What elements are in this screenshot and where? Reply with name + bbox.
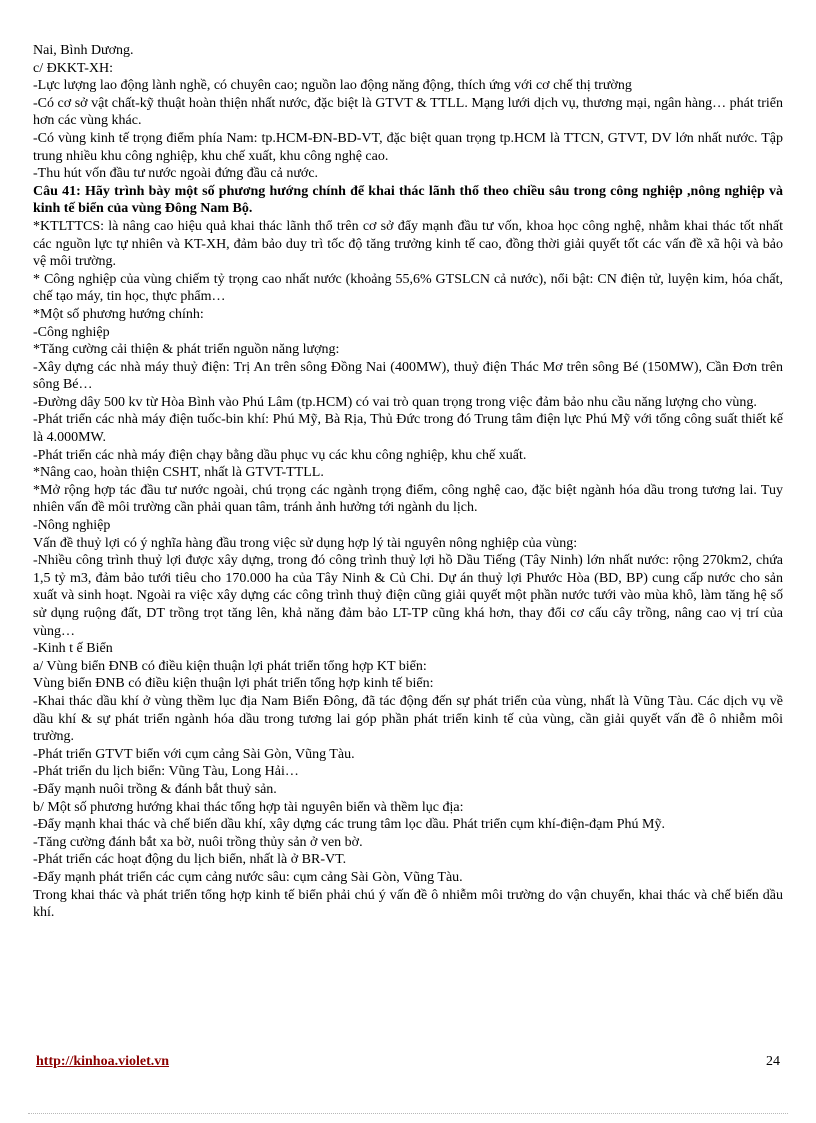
text-line: a/ Vùng biển ĐNB có điều kiện thuận lợi phát triển tổng hợp KT biển: <box>33 658 427 674</box>
text-line: *Tăng cường cải thiện & phát triển nguồn năng lượng: <box>33 342 340 358</box>
text-line: Vùng biển ĐNB có điều kiện thuận lợi phát triển tổng hợp kinh tế biển: <box>33 676 434 692</box>
text-line: *Mở rộng hợp tác đầu tư nước ngoài, chú trọng các ngành trọng điểm, công nghệ cao, đặc biệt ngành hóa dầu trong tương lai. Tuy nhiên vấn đề môi trường cần phải quan tâm, tránh ảnh hưởng tới ngành du lịch. <box>33 482 783 516</box>
text-line: -Đường dây 500 kv từ Hòa Bình vào Phú Lâm (tp.HCM) có vai trò quan trọng trong việc đảm bảo nhu cầu năng lượng cho vùng. <box>33 394 757 410</box>
text-line: -Phát triển các nhà máy điện tuốc-bin khí: Phú Mỹ, Bà Rịa, Thủ Đức trong đó Trung tâm điện lực Phú Mỹ với tổng công suất thiết kế là 4.000MW. <box>33 412 783 446</box>
text-line: -Công nghiệp <box>33 324 110 340</box>
text-line: *Nâng cao, hoàn thiện CSHT, nhất là GTVT-TTLL. <box>33 465 324 481</box>
text-line: *Một số phương hướng chính: <box>33 306 204 322</box>
text-line: -Có vùng kinh tế trọng điểm phía Nam: tp.HCM-ĐN-BD-VT, đặc biệt quan trọng tp.HCM là TTCN, GTVT, DV lớn nhất nước. Tập trung nhiều khu công nghiệp, khu chế xuất, khu công nghệ cao. <box>33 130 783 164</box>
question-heading: Câu 41: Hãy trình bày một số phương hướng chính để khai thác lãnh thổ theo chiều sâu trong công nghiệp ,nông nghiệp và kinh tế biển của vùng Đông Nam Bộ. <box>33 183 783 217</box>
document-body <box>33 42 783 922</box>
text-line: -Phát triển các hoạt động du lịch biển, nhất là ở BR-VT. <box>33 852 347 868</box>
footer-link[interactable]: http://kinhoa.violet.vn <box>36 1054 170 1069</box>
text-line: -Phát triển GTVT biển với cụm cảng Sài Gòn, Vũng Tàu. <box>33 746 355 762</box>
text-line: -Thu hút vốn đầu tư nước ngoài đứng đầu cả nước. <box>33 166 319 182</box>
text-line: -Đẩy mạnh phát triển các cụm cảng nước sâu: cụm cảng Sài Gòn, Vũng Tàu. <box>33 869 463 885</box>
text-line: -Khai thác dầu khí ở vùng thềm lục địa Nam Biển Đông, đã tác động đến sự phát triển của vùng, nhất là Vũng Tàu. Các dịch vụ về dầu khí & sự phát triển ngành hóa dầu trong tương lai góp phần phát triển kinh tế của vùng, cần giải quyết vấn đề ô nhiễm môi trường. <box>33 693 783 745</box>
text-line: Nai, Bình Dương. <box>33 43 134 58</box>
text-line: Vấn đề thuỷ lợi có ý nghĩa hàng đầu trong việc sử dụng hợp lý tài nguyên nông nghiệp của vùng: <box>33 535 578 551</box>
text-line: -Phát triển du lịch biển: Vũng Tàu, Long Hải… <box>33 764 299 780</box>
text-line: -Tăng cường đánh bắt xa bờ, nuôi trồng thủy sản ở ven bờ. <box>33 834 363 850</box>
page-bottom-divider <box>28 1113 788 1114</box>
page-footer <box>36 1054 780 1074</box>
text-line: b/ Một số phương hướng khai thác tổng hợp tài nguyên biển và thềm lục địa: <box>33 799 464 815</box>
text-line: -Có cơ sở vật chất-kỹ thuật hoàn thiện nhất nước, đặc biệt là GTVT & TTLL. Mạng lưới dịch vụ, thương mại, ngân hàng… phát triển hơn các vùng khác. <box>33 95 783 129</box>
text-line: c/ ĐKKT-XH: <box>33 60 113 76</box>
text-line: -Đẩy mạnh khai thác và chế biến dầu khí, xây dựng các trung tâm lọc dầu. Phát triển cụm khí-điện-đạm Phú Mỹ. <box>33 817 665 833</box>
text-line: -Đẩy mạnh nuôi trồng & đánh bắt thuỷ sản. <box>33 781 277 797</box>
text-line: -Kinh t ế Biển <box>33 641 113 657</box>
text-line: Trong khai thác và phát triển tổng hợp kinh tế biển phải chú ý vấn đề ô nhiễm môi trường do vận chuyển, khai thác và chế biến dầu khí. <box>33 887 783 921</box>
text-line: -Lực lượng lao động lành nghề, có chuyên cao; nguồn lao động năng động, thích ứng với cơ chế thị trường <box>33 78 632 94</box>
text-line: -Xây dựng các nhà máy thuỷ điện: Trị An trên sông Đồng Nai (400MW), thuỷ điện Thác Mơ trên sông Bé (150MW), Cần Đơn trên sông Bé… <box>33 359 783 393</box>
page-number: 24 <box>766 1054 780 1069</box>
text-line: *KTLTTCS: là nâng cao hiệu quả khai thác lãnh thổ trên cơ sở đẩy mạnh đầu tư vốn, khoa học công nghệ, nhằm khai thác tốt nhất các nguồn lực tự nhiên và KT-XH, đảm bảo duy trì tốc độ tăng trưởng kinh tế cao, đồng thời giải quyết tốt các vấn đề xã hội và bảo vệ môi trường. <box>33 218 783 270</box>
text-line: -Nông nghiệp <box>33 518 111 534</box>
text-line: -Nhiều công trình thuỷ lợi được xây dựng, trong đó công trình thuỷ lợi hồ Dầu Tiếng (Tây Ninh) lớn nhất nước: rộng 270km2, chứa 1,5 tỷ m3, đảm bảo tưới tiêu cho 170.000 ha của Tây Ninh & Củ Chi. Dự án thuỷ lợi Phước Hòa (BD, BP) cung cấp nước cho sản xuất và sinh hoạt. Ngoài ra việc xây dựng các công trình thuỷ điện cũng giải quyết một phần nước tưới vào mùa khô, làm tăng hệ số sử dụng ruộng đất, DT trồng trọt tăng lên, khả năng đảm bảo LT-TP cũng khá hơn, thay đổi cơ cấu cây trồng, nâng cao vị trí của vùng… <box>33 553 783 639</box>
text-line: -Phát triển các nhà máy điện chạy bằng dầu phục vụ các khu công nghiệp, khu chế xuất. <box>33 447 527 463</box>
text-line: * Công nghiệp của vùng chiếm tỷ trọng cao nhất nước (khoảng 55,6% GTSLCN cả nước), nổi bật: CN điện tử, luyện kim, hóa chất, chế tạo máy, tin học, thực phẩm… <box>33 271 783 305</box>
